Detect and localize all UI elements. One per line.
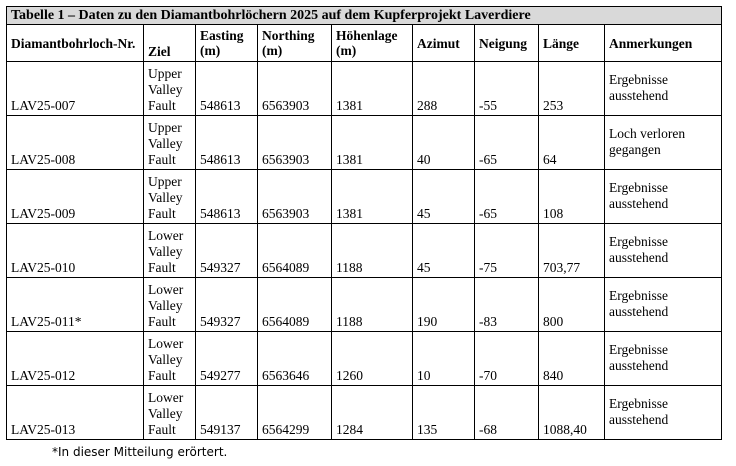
table-row bbox=[7, 62, 722, 116]
column-header: Ziel bbox=[144, 25, 196, 62]
cell-ziel: Lower Valley Fault bbox=[144, 386, 196, 440]
cell-ziel: Lower Valley Fault bbox=[144, 332, 196, 386]
cell-hole-id: LAV25-009 bbox=[7, 170, 144, 224]
column-header: Länge bbox=[539, 25, 605, 62]
cell-anmerkungen: Ergebnisse ausstehend bbox=[605, 386, 722, 440]
cell-northing: 6563903 bbox=[258, 170, 332, 224]
cell-azimut: 135 bbox=[413, 386, 475, 440]
cell-laenge: 1088,40 bbox=[539, 386, 605, 440]
cell-easting: 549277 bbox=[196, 332, 258, 386]
cell-laenge: 253 bbox=[539, 62, 605, 116]
cell-hole-id: LAV25-011* bbox=[7, 278, 144, 332]
cell-laenge: 800 bbox=[539, 278, 605, 332]
cell-hoehenlage: 1381 bbox=[332, 116, 413, 170]
cell-azimut: 40 bbox=[413, 116, 475, 170]
cell-laenge: 840 bbox=[539, 332, 605, 386]
table-title: Tabelle 1 – Daten zu den Diamantbohrlöchern 2025 auf dem Kupferprojekt Laverdiere bbox=[7, 7, 722, 25]
cell-hoehenlage: 1284 bbox=[332, 386, 413, 440]
header-row bbox=[7, 25, 722, 62]
cell-neigung: -65 bbox=[475, 170, 539, 224]
cell-hole-id: LAV25-013 bbox=[7, 386, 144, 440]
cell-anmerkungen: Ergebnisse ausstehend bbox=[605, 332, 722, 386]
cell-northing: 6564089 bbox=[258, 278, 332, 332]
cell-hoehenlage: 1188 bbox=[332, 278, 413, 332]
column-header: Höhenlage (m) bbox=[332, 25, 413, 62]
table-row bbox=[7, 386, 722, 440]
cell-northing: 6564089 bbox=[258, 224, 332, 278]
cell-easting: 548613 bbox=[196, 116, 258, 170]
cell-easting: 548613 bbox=[196, 62, 258, 116]
cell-ziel: Lower Valley Fault bbox=[144, 278, 196, 332]
cell-azimut: 45 bbox=[413, 224, 475, 278]
cell-hole-id: LAV25-008 bbox=[7, 116, 144, 170]
column-header: Anmerkungen bbox=[605, 25, 722, 62]
cell-northing: 6564299 bbox=[258, 386, 332, 440]
table-row bbox=[7, 116, 722, 170]
cell-neigung: -65 bbox=[475, 116, 539, 170]
cell-ziel: Upper Valley Fault bbox=[144, 116, 196, 170]
drill-hole-table bbox=[6, 6, 722, 440]
cell-anmerkungen: Ergebnisse ausstehend bbox=[605, 278, 722, 332]
cell-easting: 549327 bbox=[196, 224, 258, 278]
column-header: Northing (m) bbox=[258, 25, 332, 62]
cell-ziel: Upper Valley Fault bbox=[144, 62, 196, 116]
cell-hoehenlage: 1381 bbox=[332, 62, 413, 116]
cell-easting: 548613 bbox=[196, 170, 258, 224]
cell-anmerkungen: Ergebnisse ausstehend bbox=[605, 62, 722, 116]
cell-northing: 6563903 bbox=[258, 116, 332, 170]
cell-laenge: 108 bbox=[539, 170, 605, 224]
cell-anmerkungen: Loch verloren gegangen bbox=[605, 116, 722, 170]
cell-neigung: -55 bbox=[475, 62, 539, 116]
table-body bbox=[7, 62, 722, 440]
cell-easting: 549327 bbox=[196, 278, 258, 332]
cell-hole-id: LAV25-007 bbox=[7, 62, 144, 116]
table-row bbox=[7, 278, 722, 332]
cell-northing: 6563646 bbox=[258, 332, 332, 386]
cell-azimut: 288 bbox=[413, 62, 475, 116]
column-header: Neigung bbox=[475, 25, 539, 62]
cell-laenge: 64 bbox=[539, 116, 605, 170]
column-header: Azimut bbox=[413, 25, 475, 62]
cell-anmerkungen: Ergebnisse ausstehend bbox=[605, 170, 722, 224]
table-row bbox=[7, 224, 722, 278]
cell-azimut: 45 bbox=[413, 170, 475, 224]
table-row bbox=[7, 332, 722, 386]
cell-easting: 549137 bbox=[196, 386, 258, 440]
cell-ziel: Upper Valley Fault bbox=[144, 170, 196, 224]
table-row bbox=[7, 170, 722, 224]
cell-hole-id: LAV25-012 bbox=[7, 332, 144, 386]
cell-laenge: 703,77 bbox=[539, 224, 605, 278]
cell-hoehenlage: 1260 bbox=[332, 332, 413, 386]
cell-neigung: -83 bbox=[475, 278, 539, 332]
cell-hoehenlage: 1381 bbox=[332, 170, 413, 224]
footnote: *In dieser Mitteilung erörtert. bbox=[52, 445, 228, 459]
column-header: Diamantbohrloch-Nr. bbox=[7, 25, 144, 62]
cell-ziel: Lower Valley Fault bbox=[144, 224, 196, 278]
cell-hoehenlage: 1188 bbox=[332, 224, 413, 278]
cell-anmerkungen: Ergebnisse ausstehend bbox=[605, 224, 722, 278]
cell-northing: 6563903 bbox=[258, 62, 332, 116]
cell-neigung: -70 bbox=[475, 332, 539, 386]
cell-neigung: -68 bbox=[475, 386, 539, 440]
cell-azimut: 190 bbox=[413, 278, 475, 332]
cell-azimut: 10 bbox=[413, 332, 475, 386]
cell-neigung: -75 bbox=[475, 224, 539, 278]
cell-hole-id: LAV25-010 bbox=[7, 224, 144, 278]
column-header: Easting (m) bbox=[196, 25, 258, 62]
